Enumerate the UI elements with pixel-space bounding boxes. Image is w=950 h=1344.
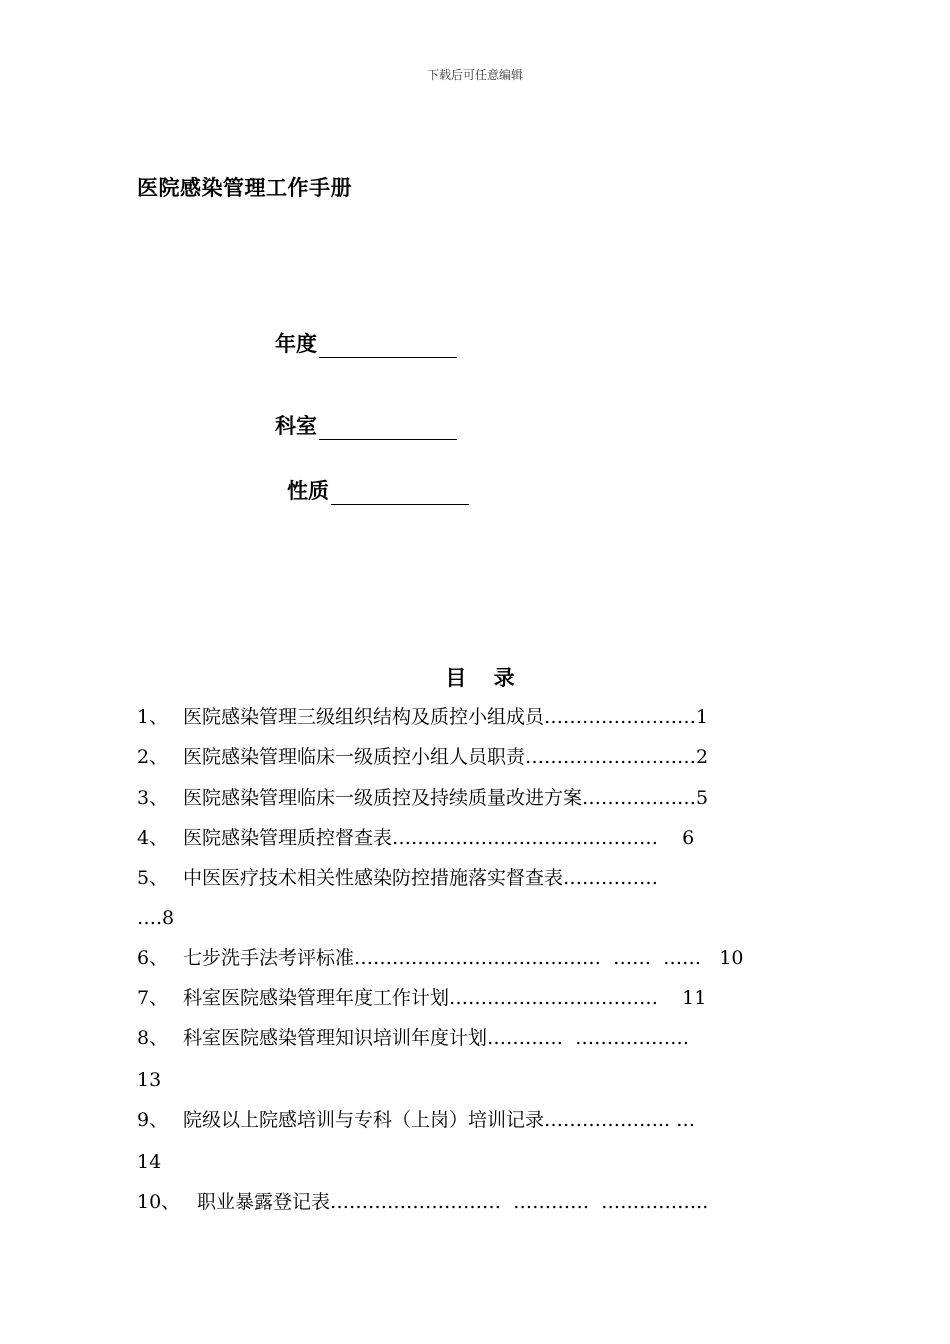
field-year-label: 年度 <box>275 332 317 356</box>
toc-entry-number: 8、 <box>137 1027 169 1049</box>
toc-entry-continuation <box>137 906 174 930</box>
toc-entry <box>137 946 743 970</box>
toc-entry-number: 9、 <box>137 1109 169 1131</box>
toc-entry-text: 科室医院感染管理知识培训年度计划………… ……………… <box>183 1027 690 1049</box>
toc-entry-text: 七步洗手法考评标准………………………………… …… …… 10 <box>183 947 744 969</box>
toc-entry-text: 医院感染管理临床一级质控及持续质量改进方案………………5 <box>183 787 709 809</box>
toc-entry <box>137 866 658 890</box>
field-department-blank[interactable] <box>319 417 457 440</box>
toc-entry-number: 2、 <box>137 746 169 768</box>
toc-entry-number: 6、 <box>137 947 169 969</box>
toc-entry-continuation <box>137 1068 161 1092</box>
field-year-blank[interactable] <box>319 335 457 358</box>
toc-heading: 目 录 <box>445 666 525 690</box>
toc-entry <box>137 745 708 769</box>
toc-entry-number: 4、 <box>137 827 169 849</box>
toc-entry-text: 13 <box>137 1069 162 1091</box>
toc-entry <box>137 1108 695 1132</box>
toc-entry-text: 中医医疗技术相关性感染防控措施落实督查表…………… <box>183 867 659 889</box>
field-department-label: 科室 <box>275 414 317 438</box>
document-title: 医院感染管理工作手册 <box>137 176 352 200</box>
toc-entry-text: ….8 <box>137 907 175 929</box>
toc-entry <box>137 786 708 810</box>
toc-entry <box>137 1190 708 1214</box>
toc-entry-number: 5、 <box>137 867 169 889</box>
toc-entry <box>137 705 708 729</box>
field-nature-blank[interactable] <box>331 482 469 505</box>
toc-entry <box>137 826 694 850</box>
field-year <box>275 328 457 358</box>
toc-entry-text: 院级以上院感培训与专科（上岗）培训记录……………….. … <box>183 1109 696 1131</box>
toc-entry-text: 医院感染管理临床一级质控小组人员职责………………………2 <box>183 746 709 768</box>
toc-entry-text: 职业暴露登记表……………………… ………… …………….. <box>197 1191 709 1213</box>
header-note: 下载后可任意编辑 <box>426 68 523 82</box>
toc-entry <box>137 1026 689 1050</box>
toc-entry-number: 7、 <box>137 987 169 1009</box>
toc-entry-text: 医院感染管理三级组织结构及质控小组成员……………………1 <box>183 706 709 728</box>
field-nature-label: 性质 <box>287 479 329 503</box>
toc-entry-number: 3、 <box>137 787 169 809</box>
field-department <box>275 410 457 440</box>
toc-entry-continuation <box>137 1150 161 1174</box>
toc-entry-text: 科室医院感染管理年度工作计划…………………………… 11 <box>183 987 707 1009</box>
toc-entry <box>137 986 706 1010</box>
toc-entry-number: 1、 <box>137 706 169 728</box>
toc-entry-number: 10、 <box>137 1191 181 1213</box>
field-nature <box>287 475 469 505</box>
toc-entry-text: 14 <box>137 1151 162 1173</box>
toc-entry-text: 医院感染管理质控督查表…………………………………… 6 <box>183 827 695 849</box>
